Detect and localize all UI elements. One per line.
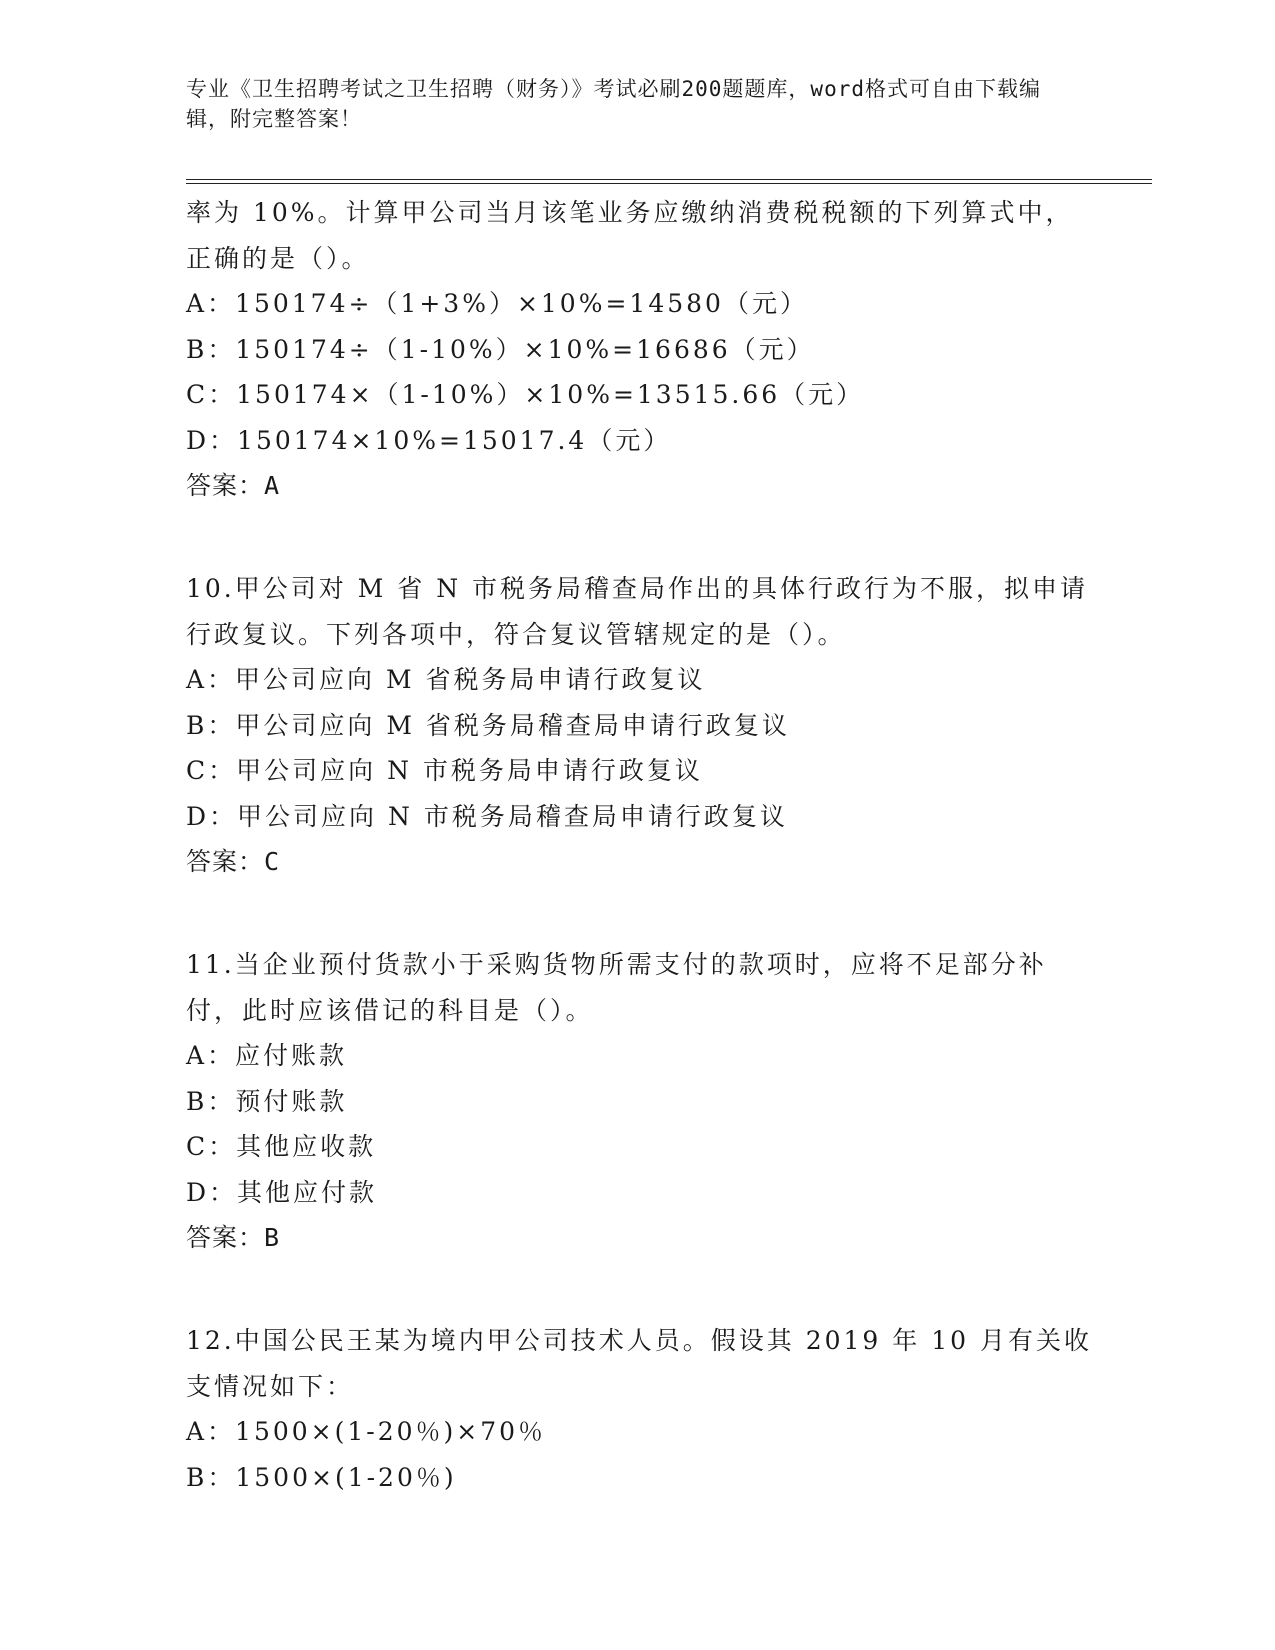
question-stem-line: 11.当企业预付货款小于采购货物所需支付的款项时，应将不足部分补: [186, 950, 1047, 979]
option-a: A：甲公司应向 M 省税务局申请行政复议: [186, 665, 706, 694]
question-stem-line: 12.中国公民王某为境内甲公司技术人员。假设其 2019 年 10 月有关收: [186, 1326, 1092, 1355]
question-11: [186, 942, 1086, 1261]
question-stem-line: 支情况如下：: [186, 1371, 355, 1401]
question-stem-line: 行政复议。下列各项中，符合复议管辖规定的是（）。: [186, 619, 846, 649]
option-a: A：150174÷（1+3%）×10%=14580（元）: [186, 289, 808, 318]
question-stem-line: 10.甲公司对 M 省 N 市税务局稽查局作出的具体行政行为不服，拟申请: [186, 574, 1089, 603]
question-list: [186, 190, 1092, 1500]
answer-label: 答案：B: [186, 1223, 281, 1252]
option-a: A：应付账款: [186, 1041, 348, 1070]
option-c: C：甲公司应向 N 市税务局申请行政复议: [186, 756, 703, 785]
question-12: [186, 1318, 1092, 1500]
header-rule-bottom: [186, 183, 1152, 184]
question-spacer: [186, 885, 1086, 931]
option-d: D：其他应付款: [186, 1177, 378, 1207]
question-spacer: [186, 509, 1086, 555]
answer-label: 答案：C: [186, 847, 281, 876]
question-spacer: [186, 1261, 1086, 1307]
question-stem-line: 率为 10%。计算甲公司当月该笔业务应缴纳消费税税额的下列算式中，: [186, 198, 1074, 227]
question-stem-line: 付，此时应该借记的科目是（）。: [186, 995, 594, 1025]
question-spacer: [186, 1306, 1086, 1318]
question-9-continued: [186, 190, 1086, 509]
option-a: A：1500×(1-20％)×70％: [186, 1417, 547, 1446]
header-rule-top: [186, 179, 1152, 180]
question-stem-line: 正确的是（）。: [186, 243, 370, 273]
option-b: B：150174÷（1-10%）×10%=16686（元）: [186, 334, 815, 364]
option-b: B：预付账款: [186, 1086, 348, 1116]
question-spacer: [186, 930, 1086, 942]
option-d: D：甲公司应向 N 市税务局稽查局申请行政复议: [186, 801, 788, 831]
option-b: B：甲公司应向 M 省税务局稽查局申请行政复议: [186, 710, 790, 740]
option-d: D：150174×10%=15017.4（元）: [186, 425, 672, 455]
question-10: [186, 566, 1089, 885]
option-c: C：其他应收款: [186, 1132, 377, 1161]
document-header: 专业《卫生招聘考试之卫生招聘（财务）》考试必刷200题题库，word格式可自由下载编辑，附完整答案！: [186, 77, 1041, 131]
option-b: B：1500×(1-20％): [186, 1462, 457, 1492]
answer-label: 答案：A: [186, 471, 281, 500]
question-spacer: [186, 554, 1086, 566]
option-c: C：150174×（1-10%）×10%=13515.66（元）: [186, 380, 865, 409]
